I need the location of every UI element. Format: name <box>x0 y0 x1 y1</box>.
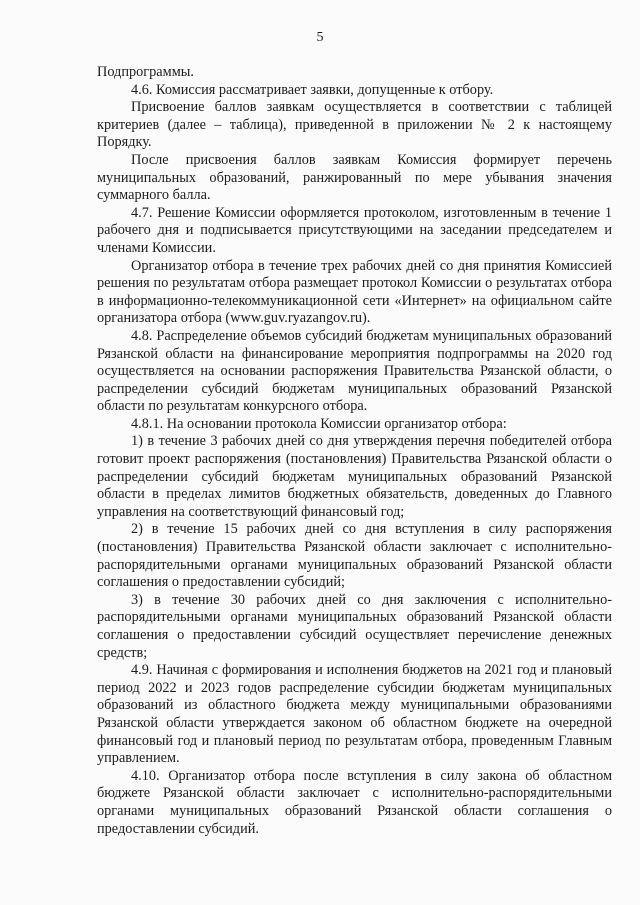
paragraph-scoring: Присвоение баллов заявкам осуществляется в соответствии с таблицей критериев (далее – таблица), приведенной в приложении № 2 к настоящему Порядку. <box>97 99 612 151</box>
paragraph-4-10: 4.10. Организатор отбора после вступления в силу закона об областном бюджете Рязанской области заключает с исполнительно-распорядительными органами муниципальных образований Рязанской области соглашения о предоставлении субсидий. <box>97 767 612 837</box>
paragraph-4-8-1: 4.8.1. На основании протокола Комиссии организатор отбора: <box>131 415 507 432</box>
list-item-3: 3) в течение 30 рабочих дней со дня заключения с исполнительно-распорядительными органами муниципальных образований Рязанской области соглашения о предоставлении субсидий осуществляет перечисление денежных средств; <box>97 591 612 661</box>
paragraph-4-8: 4.8. Распределение объемов субсидий бюджетам муниципальных образований Рязанской области на финансирование мероприятия подпрограммы на 2020 год осуществляется на основании распоряжения Правительства Рязанской области, о распределении субсидий бюджетам муниципальных образований Рязанской области по результатам конкурсного отбора. <box>97 327 612 415</box>
paragraph-ranking: После присвоения баллов заявкам Комиссия формирует перечень муниципальных образований, ранжированный по мере убывания значения суммарного балла. <box>97 151 612 204</box>
paragraph-4-7: 4.7. Решение Комиссии оформляется протоколом, изготовленным в течение 1 рабочего дня и подписывается присутствующими на заседании председателем и членами Комиссии. <box>97 204 612 256</box>
list-item-2: 2) в течение 15 рабочих дней со дня вступления в силу распоряжения (постановления) Правительства Рязанской области заключает с исполнительно-распорядительными органами муниципальных образований Рязанской области соглашения о предоставлении субсидий; <box>97 521 612 591</box>
document-body <box>97 64 612 838</box>
paragraph-4-9: 4.9. Начиная с формирования и исполнения бюджетов на 2021 год и плановый период 2022 и 2023 годов распределение субсидии бюджетам муниципальных образований из областного бюджета между муниципальными образованиями Рязанской области утверждается законом об областном бюджете на очередной финансовый год и плановый период по результатам отбора, проведенным Главным управлением. <box>97 662 612 767</box>
list-item-1: 1) в течение 3 рабочих дней со дня утверждения перечня победителей отбора готовит проект распоряжения (постановления) Правительства Рязанской области о распределении субсидий бюджетам муниципальных образований Рязанской области в пределах лимитов бюджетных обязательств, доведенных до Главного управления на соответствующий финансовый год; <box>97 433 612 520</box>
paragraph-4-6: 4.6. Комиссия рассматривает заявки, допущенные к отбору. <box>131 81 494 98</box>
paragraph-continuation: Подпрограммы. <box>97 64 194 80</box>
paragraph-protocol-publication: Организатор отбора в течение трех рабочих дней со дня принятия Комиссией решения по результатам отбора размещает протокол Комиссии о результатах отбора в информационно-телекоммуникационной сети «Интернет» на официальном сайте организатора отбора (www.guv.ryazangov.ru). <box>97 257 612 327</box>
page-number: 5 <box>316 30 324 45</box>
